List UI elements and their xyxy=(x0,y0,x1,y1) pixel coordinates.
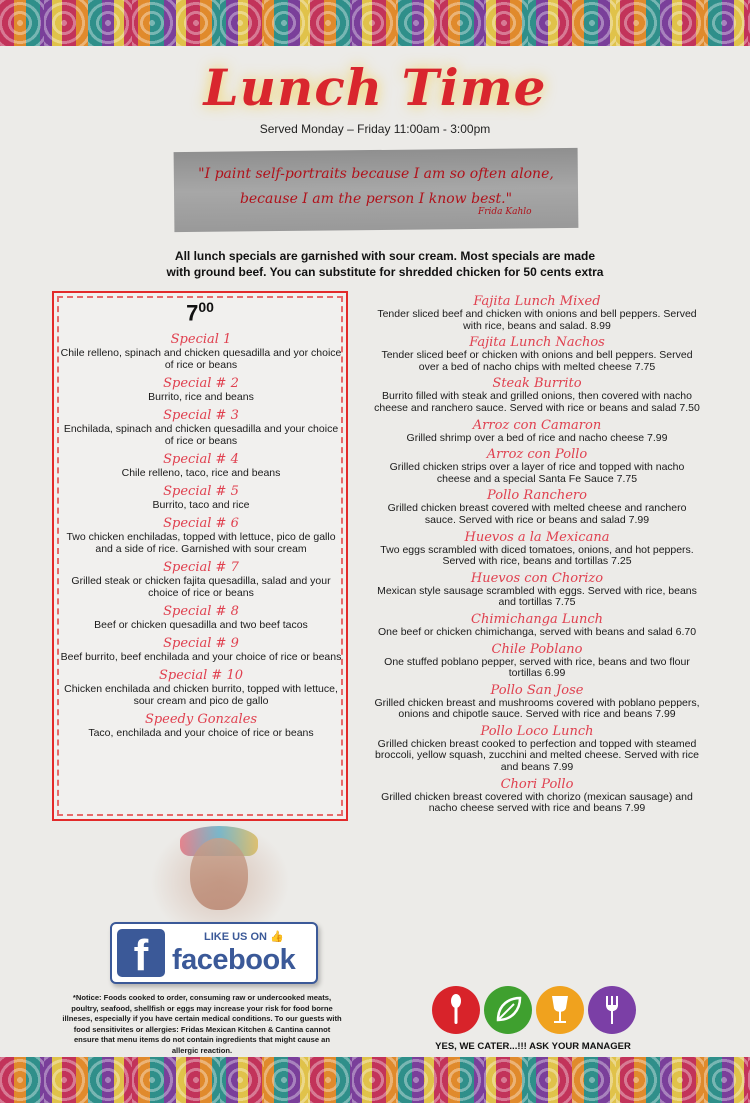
menu-item-name: Special # 10 xyxy=(159,668,243,683)
menu-item-desc: Grilled chicken breast covered with melted cheese and ranchero sauce. Served with rice or beans and salad 7.99 xyxy=(387,502,687,526)
frida-portrait-illustration xyxy=(150,822,290,922)
allergy-notice: *Notice: Foods cooked to order, consuming raw or undercooked meats, poultry, seafood, shellfish or eggs may increase your risk for food borne illneses, especially if you have certain medical conditions. To our guests with food sensitivites or allergies: Fridas Mexican Kitchen & Cantina cannot ensure that menu items do not contain ingredients that might cause an allergic reaction. xyxy=(62,993,342,1055)
menu-item xyxy=(372,447,702,485)
menu-item-name: Speedy Gonzales xyxy=(144,712,258,727)
menu-item-name: Huevos a la Mexicana xyxy=(464,529,610,545)
menu-item-desc: Grilled chicken breast covered with chorizo (mexican sausage) and nacho cheese served with rice and beans 7.99 xyxy=(381,790,693,815)
menu-item-name: Special # 8 xyxy=(163,604,239,619)
decorative-top-border xyxy=(0,0,750,46)
menu-item-desc: Grilled steak or chicken fajita quesadilla, salad and your choice of rice or beans xyxy=(71,575,331,599)
menu-item xyxy=(372,724,702,774)
like-us-label: LIKE US ON 👍 xyxy=(204,931,284,943)
menu-item xyxy=(372,571,702,609)
intro-line-2: with ground beef. You can substitute for shredded chicken for 50 cents extra xyxy=(166,265,604,279)
menu-item-desc: One beef or chicken chimichanga, served with beans and salad 6.70 xyxy=(377,625,697,638)
menu-item-desc: Grilled chicken strips over a layer of rice and topped with nacho cheese and a special Santa Fe Sauce 7.75 xyxy=(389,461,685,485)
menu-item-desc: Grilled chicken breast and mushrooms covered with poblano peppers, onions and chipotle sauce. Served with rice and beans 7.99 xyxy=(374,696,700,721)
menu-item xyxy=(372,612,702,639)
menu-item xyxy=(60,668,342,707)
specials-price xyxy=(52,299,348,326)
facebook-like-button[interactable] xyxy=(110,922,318,984)
menu-item-name: Chori Pollo xyxy=(500,776,574,792)
menu-item xyxy=(60,712,342,739)
decorative-bottom-border xyxy=(0,1057,750,1103)
menu-item-desc: Beef or chicken quesadilla and two beef tacos xyxy=(94,619,308,631)
menu-item-name: Pollo San Jose xyxy=(490,682,584,698)
menu-item xyxy=(372,335,702,373)
menu-item-name: Pollo Ranchero xyxy=(487,488,587,504)
menu-item xyxy=(60,332,342,371)
catering-icons xyxy=(432,986,638,1038)
menu-item-name: Fajita Lunch Mixed xyxy=(473,294,601,309)
menu-item-name: Special # 3 xyxy=(163,408,239,423)
menu-item-name: Special # 9 xyxy=(163,636,239,651)
menu-item-name: Special 1 xyxy=(170,332,232,347)
menu-item-name: Special # 6 xyxy=(163,516,239,531)
menu-item-name: Arroz con Camaron xyxy=(472,417,602,433)
menu-item xyxy=(60,604,342,631)
menu-item-desc: One stuffed poblano pepper, served with rice, beans and two flour tortillas 6.99 xyxy=(384,655,690,680)
menu-item-desc: Mexican style sausage scrambled with eggs. Served with rice, beans and tortillas 7.75 xyxy=(377,584,697,609)
menu-item xyxy=(60,636,342,663)
portrait-face xyxy=(190,838,248,910)
menu-item-desc: Taco, enchilada and your choice of rice or beans xyxy=(88,727,314,739)
quote-line-2: because I am the person I know best." xyxy=(239,191,513,207)
menu-item xyxy=(60,376,342,403)
menu-item-name: Special # 2 xyxy=(163,376,239,391)
menu-item-name: Special # 5 xyxy=(163,484,239,499)
menu-item xyxy=(372,488,702,526)
menu-item-name: Fajita Lunch Nachos xyxy=(469,335,605,351)
menu-item xyxy=(372,530,702,568)
fork-icon xyxy=(588,986,636,1034)
menu-item-desc: Chicken enchilada and chicken burrito, topped with lettuce, sour cream and pico de gallo xyxy=(64,683,338,707)
intro-line-1: All lunch specials are garnished with sour cream. Most specials are made xyxy=(174,249,596,263)
menu-item-name: Chimichanga Lunch xyxy=(471,611,603,627)
menu-item-desc: Beef burrito, beef enchilada and your choice of rice or beans xyxy=(60,651,342,663)
menu-item-desc: Enchilada, spinach and chicken quesadilla and your choice of rice or beans xyxy=(63,423,339,447)
served-hours: Served Monday – Friday 11:00am - 3:00pm xyxy=(259,122,491,136)
menu-item-name: Steak Burrito xyxy=(492,376,582,392)
menu-item-desc: Burrito filled with steak and grilled onions, then covered with nacho cheese and ranchero sauce. Served with rice or beans and salad 7.50 xyxy=(374,390,700,414)
menu-item-desc: Tender sliced beef or chicken with onions and bell peppers. Served over a bed of nacho chips with melted cheese 7.75 xyxy=(381,349,693,373)
price-dollars: 7 xyxy=(186,300,199,326)
facebook-f-icon: f xyxy=(117,929,165,977)
menu-item-desc: Burrito, taco and rice xyxy=(152,499,250,511)
specials-list xyxy=(60,332,342,744)
menu-item-desc: Grilled shrimp over a bed of rice and nacho cheese 7.99 xyxy=(406,431,668,444)
menu-item xyxy=(372,418,702,445)
menu-item-name: Special # 4 xyxy=(163,452,239,467)
menu-item xyxy=(60,484,342,511)
page-title: Lunch Time xyxy=(203,58,547,117)
wine-glass-icon xyxy=(536,986,584,1034)
menu-item-desc: Grilled chicken breast cooked to perfection and topped with steamed broccoli, yellow squash, zucchini and melted cheese. Served with rice and beans 7.99 xyxy=(375,737,699,774)
menu-item-name: Chile Poblano xyxy=(491,641,583,657)
price-cents: 00 xyxy=(198,299,214,315)
menu-item-name: Special # 7 xyxy=(163,560,239,575)
leaf-icon xyxy=(484,986,532,1034)
menu-item-desc: Chile relleno, taco, rice and beans xyxy=(121,467,281,479)
intro-note xyxy=(120,248,650,280)
menu-item xyxy=(372,777,702,815)
menu-item-name: Pollo Loco Lunch xyxy=(480,723,594,739)
menu-item xyxy=(372,642,702,680)
menu-item xyxy=(372,683,702,721)
menu-item-name: Arroz con Pollo xyxy=(486,447,588,463)
quote-text xyxy=(176,162,576,212)
menu-item-desc: Two chicken enchiladas, topped with lettuce, pico de gallo and a side of rice. Garnished with sour cream xyxy=(66,531,336,555)
menu-item xyxy=(372,376,702,414)
facebook-wordmark: facebook xyxy=(172,944,296,976)
menu-item xyxy=(60,408,342,447)
quote-author: Frida Kahlo xyxy=(478,207,532,217)
menu-item xyxy=(60,560,342,599)
menu-item-desc: Tender sliced beef and chicken with onions and bell peppers. Served with rice, beans and salad. 8.99 xyxy=(377,308,697,332)
spoon-icon xyxy=(432,986,480,1034)
menu-item-name: Huevos con Chorizo xyxy=(470,570,604,586)
catering-note: YES, WE CATER...!!! ASK YOUR MANAGER xyxy=(435,1041,631,1052)
menu-item xyxy=(372,294,702,332)
menu-item xyxy=(60,516,342,555)
menu-item-desc: Burrito, rice and beans xyxy=(148,391,254,403)
menu-item-desc: Chile relleno, spinach and chicken quesadilla and yor choice of rice or beans xyxy=(60,347,342,371)
thumbs-up-icon: 👍 xyxy=(270,931,284,943)
menu-item xyxy=(60,452,342,479)
menu-item-desc: Two eggs scrambled with diced tomatoes, onions, and hot peppers. Served with rice, beans and tortillas 7.25 xyxy=(380,543,694,568)
quote-line-1: "I paint self-portraits because I am so often alone, xyxy=(198,166,554,182)
lunch-menu-list xyxy=(372,294,702,818)
